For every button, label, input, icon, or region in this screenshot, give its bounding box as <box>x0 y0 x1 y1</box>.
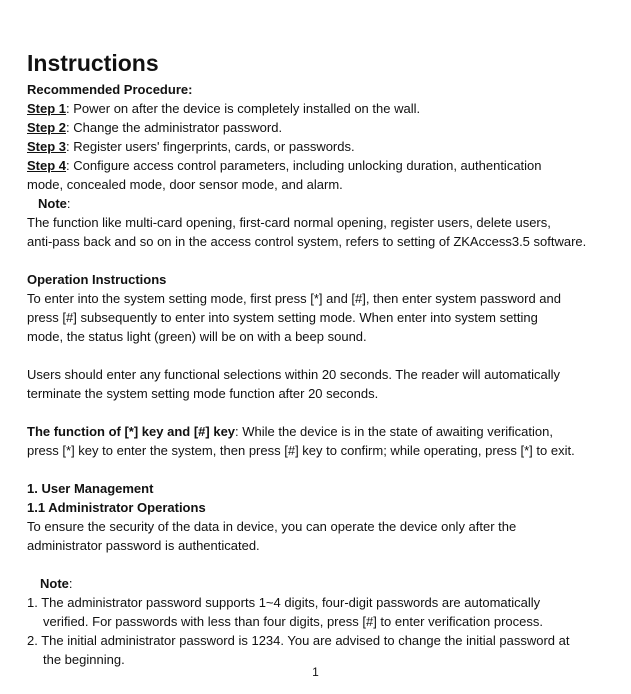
operation-heading: Operation Instructions <box>27 272 167 287</box>
admin-note-label-text: Note <box>40 576 69 591</box>
page-title: Instructions <box>27 50 159 76</box>
step-4-label: Step 4 <box>27 158 67 173</box>
page-number: 1 <box>312 665 319 679</box>
key-function-heading: The function of [*] key and [#] key <box>27 424 236 439</box>
key-function-text: : While the device is in the state of awaiting verification, <box>235 424 553 439</box>
note-label: Note <box>38 196 67 211</box>
document-page <box>27 48 607 669</box>
step-4 <box>27 156 607 175</box>
key-function-line-2: press [*] key to enter the system, then press [#] key to confirm; while operating, press [*] to exit. <box>27 443 575 458</box>
admin-para-line-1: To ensure the security of the data in device, you can operate the device only after the <box>27 519 517 534</box>
step-2-text: : Change the administrator password. <box>66 120 283 135</box>
recommended-heading: Recommended Procedure: <box>27 82 193 97</box>
admin-note-item-1: 1. The administrator password supports 1~4 digits, four-digit passwords are automatically <box>27 595 541 610</box>
step-3-label: Step 3 <box>27 139 67 154</box>
step-4-continuation: mode, concealed mode, door sensor mode, and alarm. <box>27 177 343 192</box>
operation-para1-line-3: mode, the status light (green) will be on with a beep sound. <box>27 329 367 344</box>
step-2-label: Step 2 <box>27 120 67 135</box>
admin-note-colon: : <box>68 576 73 591</box>
operation-para2-line-1: Users should enter any functional selections within 20 seconds. The reader will automatically <box>27 367 561 382</box>
step-1-label: Step 1 <box>27 101 67 116</box>
admin-note-item-1-cont: verified. For passwords with less than four digits, press [#] to enter verification process. <box>43 614 543 629</box>
step-4-text: : Configure access control parameters, including unlocking duration, authentication <box>66 158 542 173</box>
step-3-text: : Register users' fingerprints, cards, or passwords. <box>66 139 355 154</box>
operation-para2-line-2: terminate the system setting mode function after 20 seconds. <box>27 386 379 401</box>
operation-para1-line-2: press [#] subsequently to enter into system setting mode. When enter into system setting <box>27 310 538 325</box>
step-1 <box>27 99 607 118</box>
recommended-note-line-1: The function like multi-card opening, first-card normal opening, register users, delete users, <box>27 215 551 230</box>
step-1-text: : Power on after the device is completely installed on the wall. <box>66 101 421 116</box>
step-2 <box>27 118 607 137</box>
step-3 <box>27 137 607 156</box>
note-colon: : <box>66 196 71 211</box>
user-management-heading: 1. User Management <box>27 481 154 496</box>
admin-para-line-2: administrator password is authenticated. <box>27 538 260 553</box>
admin-note-label <box>27 574 607 593</box>
recommended-note-label <box>27 194 607 213</box>
recommended-note-line-2: anti-pass back and so on in the access control system, refers to setting of ZKAccess3.5 software. <box>27 234 587 249</box>
admin-note-item-2-cont: the beginning. <box>43 652 125 667</box>
admin-operations-heading: 1.1 Administrator Operations <box>27 500 206 515</box>
admin-note-item-2: 2. The initial administrator password is 1234. You are advised to change the initial password at <box>27 633 570 648</box>
operation-para1-line-1: To enter into the system setting mode, first press [*] and [#], then enter system password and <box>27 291 561 306</box>
key-function-line-1 <box>27 422 607 441</box>
